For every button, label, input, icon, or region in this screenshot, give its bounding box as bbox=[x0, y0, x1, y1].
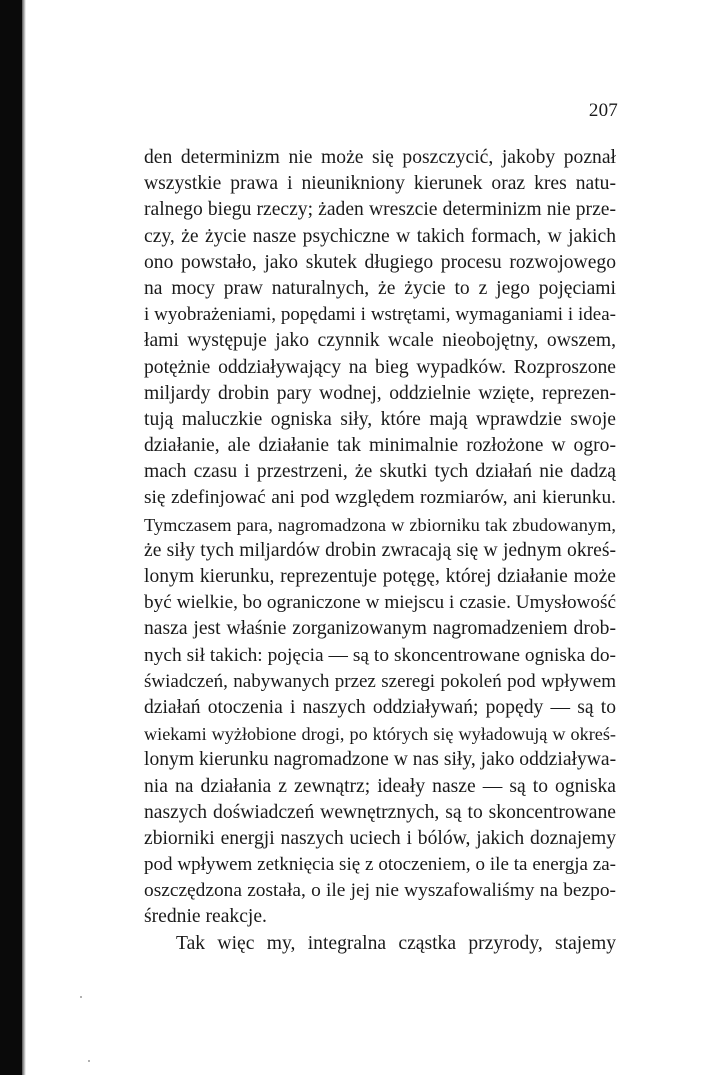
text-line: zbiorniki energji naszych uciech i bólów, jakich doznajemy bbox=[144, 827, 616, 849]
text-line: czy, że życie nasze psychiczne w takich formach, w jakich bbox=[144, 225, 616, 247]
text-line: pod wpływem zetknięcia się z otoczeniem, o ile ta energja za- bbox=[144, 854, 616, 876]
text-line: den determinizm nie może się poszczycić, jakoby poznał bbox=[144, 147, 616, 168]
text-line: nia na działania z zewnątrz; ideały nasze — są to ogniska bbox=[144, 775, 616, 797]
text-line: tują maluczkie ogniska siły, które mają wprawdzie swoje bbox=[144, 408, 616, 430]
text-line: świadczeń, nabywanych przez szeregi pokoleń pod wpływem bbox=[144, 670, 616, 692]
paragraph-start-line: Tak więc my, integralna cząstka przyrody, stajemy bbox=[176, 932, 616, 954]
scan-binding-shadow bbox=[22, 0, 26, 1075]
text-line: się zdefinjować ani pod względem rozmiarów, ani kierunku. bbox=[144, 487, 616, 509]
text-line: nych sił takich: pojęcia — są to skoncentrowane ogniska do- bbox=[144, 644, 616, 666]
scan-speck bbox=[80, 996, 82, 998]
text-line: mach czasu i przestrzeni, że skutki tych działań nie dadzą bbox=[144, 461, 616, 483]
body-text bbox=[144, 145, 616, 957]
text-line: wiekami wyżłobione drogi, po których się wyładowują w okreś- bbox=[144, 724, 616, 745]
text-line: wszystkie prawa i nieunikniony kierunek oraz kres natu- bbox=[144, 173, 616, 195]
text-line: nasza jest właśnie zorganizowanym nagromadzeniem drob- bbox=[144, 618, 616, 640]
text-line: ono powstało, jako skutek długiego procesu rozwojowego bbox=[144, 251, 616, 273]
text-line: działań otoczenia i naszych oddziaływań; popędy — są to bbox=[144, 696, 616, 718]
text-line: Tymczasem para, nagromadzona w zbiorniku tak zbudowanym, bbox=[144, 514, 616, 535]
text-line: i wyobrażeniami, popędami i wstrętami, wymaganiami i idea- bbox=[144, 304, 616, 326]
paragraph-end-line: średnie reakcje. bbox=[144, 906, 267, 928]
text-line: potężnie oddziaływający na bieg wypadków. Rozproszone bbox=[144, 356, 616, 378]
text-line: miljardy drobin pary wodnej, oddzielnie wzięte, reprezen- bbox=[144, 382, 616, 404]
scan-binding-edge bbox=[0, 0, 22, 1075]
text-line: łami występuje jako czynnik wcale nieobojętny, owszem, bbox=[144, 330, 616, 352]
text-line: być wielkie, bo ograniczone w miejscu i czasie. Umysłowość bbox=[144, 592, 616, 614]
text-line: ralnego biegu rzeczy; żaden wreszcie determinizm nie prze- bbox=[144, 199, 616, 221]
text-line: lonym kierunku, reprezentuje potęgę, której działanie może bbox=[144, 566, 616, 587]
text-line: oszczędzona została, o ile jej nie wyszafowaliśmy na bezpo- bbox=[144, 880, 616, 902]
scan-speck bbox=[88, 1060, 90, 1062]
text-line: działanie, ale działanie tak minimalnie rozłożone w ogro- bbox=[144, 435, 616, 457]
text-line: na mocy praw naturalnych, że życie to z jego pojęciami bbox=[144, 277, 616, 299]
text-line: naszych doświadczeń wewnętrznych, są to skoncentrowane bbox=[144, 801, 616, 823]
text-line: że siły tych miljardów drobin zwracają się w jednym okreś- bbox=[144, 539, 616, 561]
text-line: lonym kierunku nagromadzone w nas siły, jako oddziaływa- bbox=[144, 749, 616, 771]
page-number: 207 bbox=[588, 100, 618, 121]
